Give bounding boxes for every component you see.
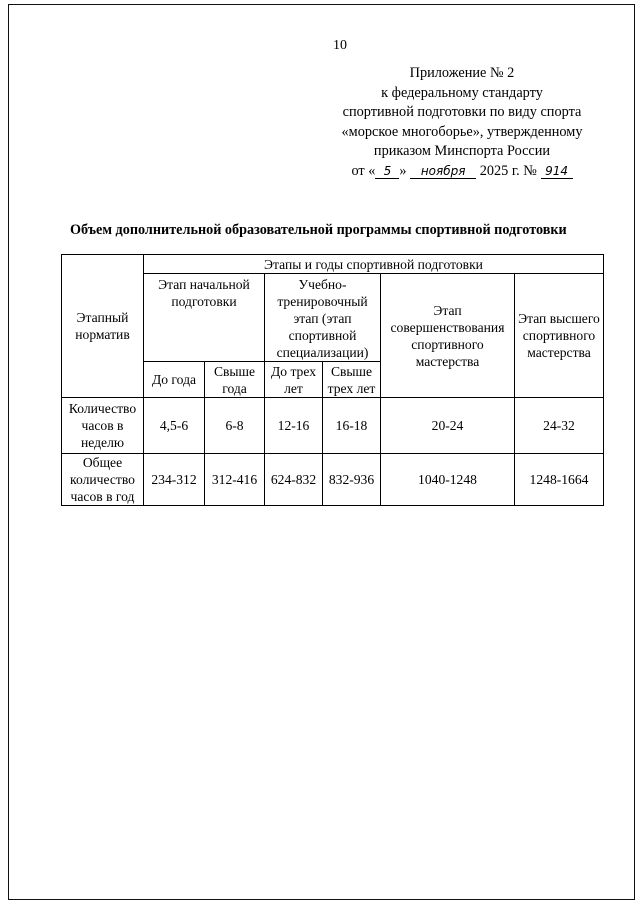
row-label: Общее количество часов в год: [62, 454, 144, 506]
table-cell: 1248-1664: [515, 454, 604, 506]
header-line-2: к федеральному стандарту: [381, 84, 543, 101]
table-cell: 20-24: [381, 398, 515, 454]
header-date-line: [312, 162, 612, 182]
stage-highest-header: Этап высшего спортивного мастерства: [515, 274, 604, 398]
row-label: Количество часов в неделю: [62, 398, 144, 454]
subheader-initial-1: До года: [144, 362, 205, 398]
table-header-row-1: [62, 255, 604, 274]
date-prefix: от «: [351, 162, 376, 179]
stage-improvement-header: Этап совершенствования спортивного мастерства: [381, 274, 515, 398]
table-cell: 312-416: [205, 454, 265, 506]
table-cell: 4,5-6: [144, 398, 205, 454]
subheader-training-1: До трех лет: [265, 362, 323, 398]
table-cell: 6-8: [205, 398, 265, 454]
header-line-5: приказом Минспорта России: [373, 143, 551, 159]
handwritten-day: 5: [375, 164, 399, 179]
table-header-row-2: [62, 274, 604, 362]
page-number: 10: [333, 38, 347, 53]
row-header-cell: Этапный норматив: [62, 255, 144, 398]
table-row: [62, 454, 604, 506]
table-cell: 12-16: [265, 398, 323, 454]
table-row: [62, 398, 604, 454]
handwritten-month: ноября: [410, 164, 476, 179]
header-line-4: «морское многоборье», утвержденному: [341, 123, 583, 140]
subheader-training-2: Свыше трех лет: [323, 362, 381, 398]
table-cell: 624-832: [265, 454, 323, 506]
stage-training-header: Учебно-тренировочный этап (этап спортивной специализации): [265, 274, 381, 362]
stage-initial-header: Этап начальной подготовки: [144, 274, 265, 362]
group-header-cell: Этапы и годы спортивной подготовки: [144, 255, 604, 274]
header-line-3: спортивной подготовки по виду спорта: [342, 104, 582, 120]
handwritten-order-number: 914: [541, 164, 573, 179]
header-line-1: Приложение № 2: [409, 65, 515, 81]
table-cell: 24-32: [515, 398, 604, 454]
table-cell: 16-18: [323, 398, 381, 454]
appendix-header: [312, 64, 612, 181]
date-mid: »: [399, 162, 407, 179]
program-volume-table: [61, 254, 604, 506]
date-year: 2025 г. №: [479, 162, 537, 179]
table-cell: 1040-1248: [381, 454, 515, 506]
document-title: Объем дополнительной образовательной программы спортивной подготовки: [70, 222, 567, 238]
table-cell: 234-312: [144, 454, 205, 506]
table-cell: 832-936: [323, 454, 381, 506]
subheader-initial-2: Свыше года: [205, 362, 265, 398]
